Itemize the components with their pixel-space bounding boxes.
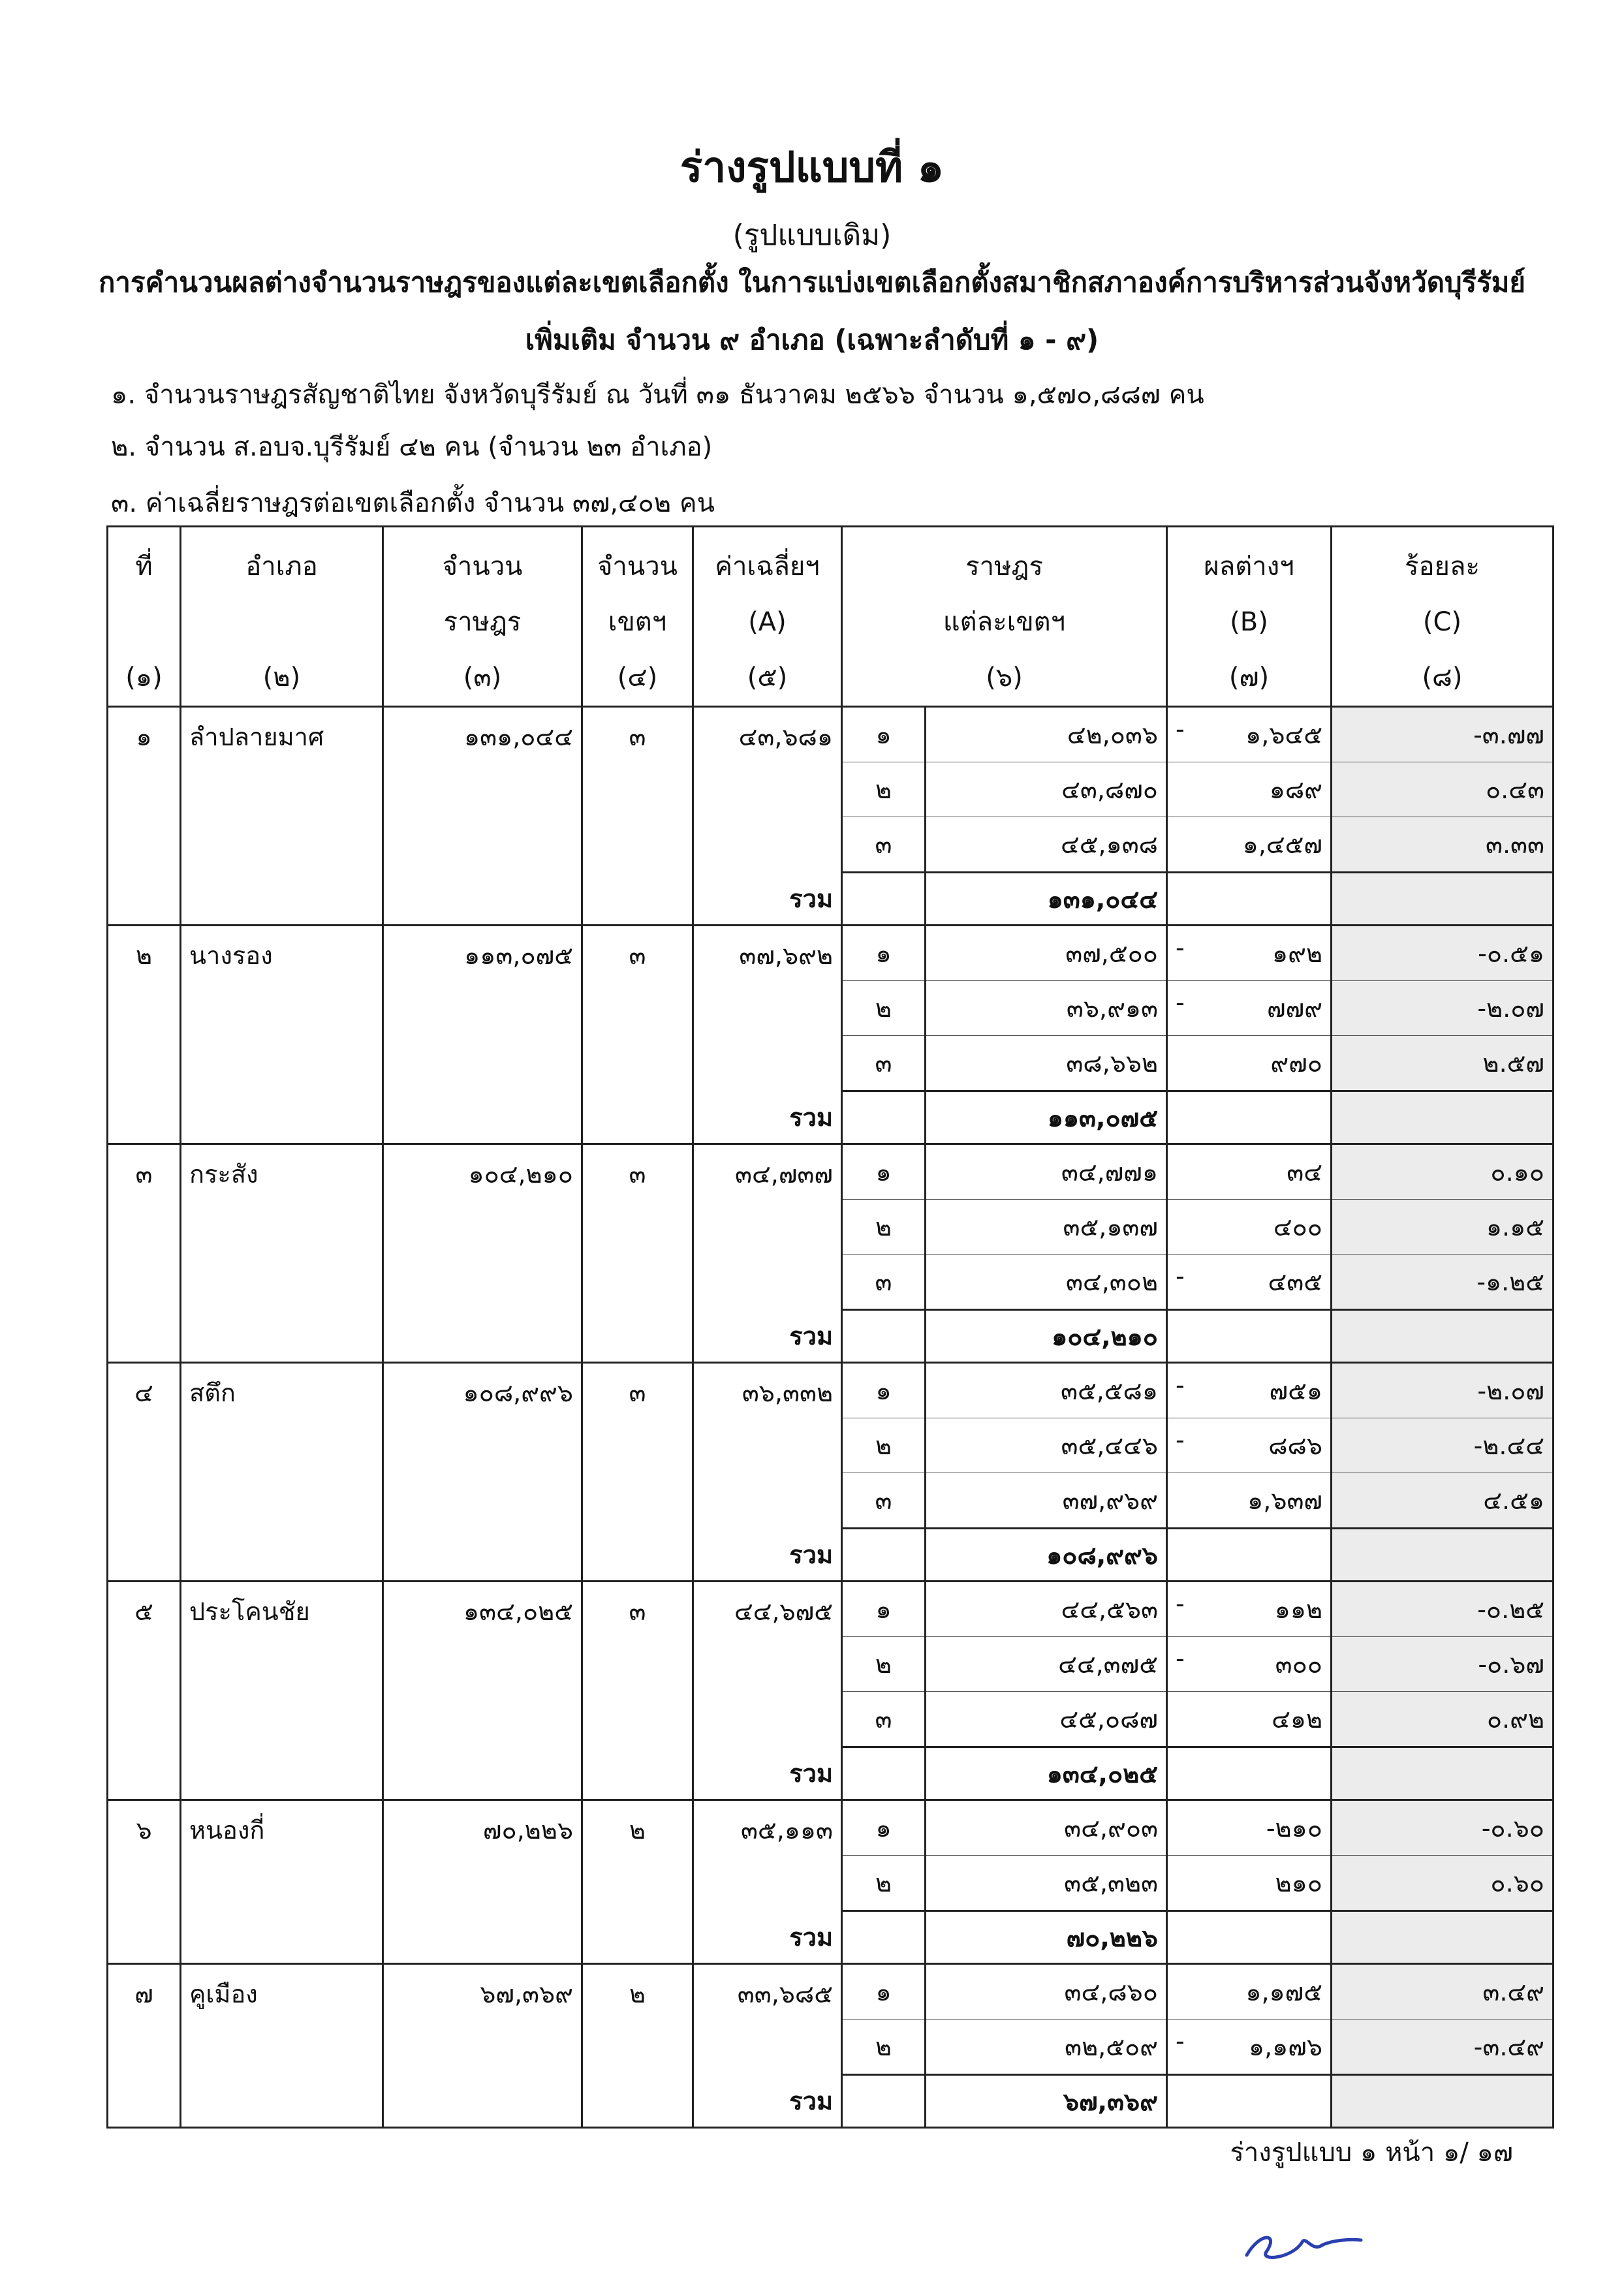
zone-population: ๓๒,๕๐๙ (926, 2020, 1167, 2075)
zone-population: ๓๗,๙๖๙ (926, 1473, 1167, 1529)
zone-percent: ๒.๕๗ (1332, 1036, 1554, 1091)
district-average: ๔๓,๖๘๑ (693, 707, 842, 873)
district-name: นางรอง (181, 926, 383, 1144)
total-zone-blank (842, 873, 926, 926)
difference-value: ๑,๖๓๗ (1247, 1486, 1322, 1515)
difference-wrap (1176, 1644, 1322, 1684)
zone-population: ๓๕,๔๔๖ (926, 1418, 1167, 1473)
difference-value: ๗๕๑ (1269, 1377, 1322, 1405)
zone-population: ๓๘,๖๖๒ (926, 1036, 1167, 1091)
table-row (108, 707, 1554, 762)
difference-wrap (1176, 715, 1322, 755)
zone-number: ๑ (842, 1582, 926, 1637)
zone-number: ๑ (842, 707, 926, 762)
header-zones: จำนวน เขตฯ (๔) (582, 527, 693, 707)
district-population: ๑๓๑,๐๔๔ (383, 707, 582, 926)
difference-value: ๑,๑๗๖ (1248, 2033, 1322, 2061)
difference-wrap (1176, 988, 1322, 1028)
district-average: ๔๔,๖๗๕ (693, 1582, 842, 1747)
district-no: ๔ (108, 1363, 181, 1582)
difference-wrap (1176, 2027, 1322, 2067)
district-population: ๗๐,๒๒๖ (383, 1800, 582, 1964)
zone-number: ๒ (842, 1418, 926, 1473)
difference-value: ๑,๔๕๗ (1242, 830, 1322, 859)
total-zone-blank (842, 1091, 926, 1144)
info-average: ๓. ค่าเฉลี่ยราษฎรต่อเขตเลือกตั้ง จำนวน ๓๗,๔๐๒ คน (111, 488, 715, 518)
zone-number: ๓ (842, 1692, 926, 1747)
district-population: ๑๐๘,๙๙๖ (383, 1363, 582, 1582)
zone-population: ๓๔,๘๖๐ (926, 1964, 1167, 2020)
difference-sign: - (1176, 1262, 1185, 1290)
zone-number: ๒ (842, 1637, 926, 1692)
zone-percent: -๐.๖๗ (1332, 1637, 1554, 1692)
total-percent-blank (1332, 873, 1554, 926)
difference-value: ๔๑๒ (1272, 1705, 1322, 1734)
difference-value: -๒๑๐ (1266, 1814, 1322, 1843)
total-percent-blank (1332, 2075, 1554, 2128)
zone-difference (1167, 1856, 1332, 1911)
total-population: ๗๐,๒๒๖ (926, 1911, 1167, 1964)
total-label: รวม (693, 1747, 842, 1800)
difference-sign: - (1176, 1426, 1185, 1454)
zone-difference (1167, 1363, 1332, 1418)
district-population: ๑๓๔,๐๒๕ (383, 1582, 582, 1800)
zone-percent: -๑.๒๕ (1332, 1255, 1554, 1310)
difference-value: ๑,๑๗๕ (1245, 1978, 1322, 2006)
difference-value: ๒๑๐ (1275, 1869, 1322, 1897)
total-diff-blank (1167, 1529, 1332, 1582)
zone-difference (1167, 1473, 1332, 1529)
district-name: ลำปลายมาศ (181, 707, 383, 926)
difference-wrap (1176, 1426, 1322, 1465)
difference-wrap (1176, 1152, 1322, 1192)
district-zone-count: ๓ (582, 926, 693, 1144)
zone-number: ๑ (842, 926, 926, 981)
page-title: ร่างรูปแบบที่ ๑ (679, 144, 945, 192)
header-difference: ผลต่างฯ (B) (๗) (1167, 527, 1332, 707)
zone-difference (1167, 1800, 1332, 1856)
total-label: รวม (693, 1911, 842, 1964)
zone-difference (1167, 2020, 1332, 2075)
difference-value: ๘๘๖ (1268, 1431, 1322, 1460)
district-average: ๓๓,๖๘๕ (693, 1964, 842, 2075)
total-percent-blank (1332, 1911, 1554, 1964)
zone-difference (1167, 926, 1332, 981)
header-percent: ร้อยละ (C) (๘) (1332, 527, 1554, 707)
info-member-count: ๒. จำนวน ส.อบจ.บุรีรัมย์ ๔๒ คน (จำนวน ๒๓ อำเภอ) (111, 432, 713, 462)
district-average: ๓๖,๓๓๒ (693, 1363, 842, 1529)
zone-percent: -๓.๗๗ (1332, 707, 1554, 762)
zone-difference (1167, 1200, 1332, 1255)
difference-value: ๑๘๙ (1269, 775, 1322, 804)
table-body (108, 707, 1554, 2128)
difference-wrap (1176, 1589, 1322, 1629)
total-label: รวม (693, 1091, 842, 1144)
table-row (108, 1964, 1554, 2020)
district-no: ๓ (108, 1144, 181, 1363)
district-zone-count: ๓ (582, 1144, 693, 1363)
district-zone-count: ๒ (582, 1800, 693, 1964)
district-zone-count: ๓ (582, 707, 693, 926)
zone-population: ๓๕,๑๓๗ (926, 1200, 1167, 1255)
zone-difference (1167, 1964, 1332, 2020)
difference-value: ๑๑๒ (1274, 1595, 1322, 1624)
table-header-row (108, 527, 1554, 707)
zone-number: ๓ (842, 817, 926, 873)
total-population: ๖๗,๓๖๙ (926, 2075, 1167, 2128)
zone-difference (1167, 1144, 1332, 1200)
zone-percent: ๐.๑๐ (1332, 1144, 1554, 1200)
zone-population: ๓๕,๕๘๑ (926, 1363, 1167, 1418)
district-average: ๓๔,๗๓๗ (693, 1144, 842, 1310)
zone-difference (1167, 1582, 1332, 1637)
heading-line-2: เพิ่มเติม จำนวน ๙ อำเภอ (เฉพาะลำดับที่ ๑ - ๙) (525, 324, 1099, 356)
difference-wrap (1176, 1699, 1322, 1739)
zone-percent: -๐.๕๑ (1332, 926, 1554, 981)
difference-sign: - (1176, 1589, 1185, 1618)
district-average: ๓๗,๖๙๒ (693, 926, 842, 1091)
table-row (108, 1800, 1554, 1856)
header-district: อำเภอ (๒) (181, 527, 383, 707)
difference-value: ๓๔ (1287, 1158, 1322, 1187)
zone-difference (1167, 707, 1332, 762)
district-zone-count: ๓ (582, 1582, 693, 1800)
zone-percent: -๐.๒๕ (1332, 1582, 1554, 1637)
district-zone-count: ๒ (582, 1964, 693, 2128)
total-diff-blank (1167, 1747, 1332, 1800)
zone-population: ๔๕,๐๘๗ (926, 1692, 1167, 1747)
table-row (108, 926, 1554, 981)
difference-value: ๔๓๕ (1268, 1268, 1322, 1296)
total-population: ๑๓๔,๐๒๕ (926, 1747, 1167, 1800)
total-diff-blank (1167, 1310, 1332, 1363)
total-percent-blank (1332, 1529, 1554, 1582)
zone-number: ๒ (842, 1200, 926, 1255)
difference-wrap (1176, 1480, 1322, 1520)
total-diff-blank (1167, 1091, 1332, 1144)
difference-value: ๗๗๙ (1267, 994, 1322, 1023)
difference-sign: - (1176, 933, 1185, 962)
table-row (108, 1144, 1554, 1200)
district-name: หนองกี่ (181, 1800, 383, 1964)
difference-wrap (1176, 1207, 1322, 1247)
page-footer: ร่างรูปแบบ ๑ หน้า ๑/ ๑๗ (1230, 2138, 1513, 2168)
zone-number: ๑ (842, 1363, 926, 1418)
total-percent-blank (1332, 1310, 1554, 1363)
total-diff-blank (1167, 873, 1332, 926)
zone-population: ๓๔,๓๐๒ (926, 1255, 1167, 1310)
zone-population: ๓๗,๕๐๐ (926, 926, 1167, 981)
zone-percent: ๐.๖๐ (1332, 1856, 1554, 1911)
difference-value: ๔๐๐ (1273, 1213, 1322, 1241)
zone-difference (1167, 1692, 1332, 1747)
zone-percent: ๔.๕๑ (1332, 1473, 1554, 1529)
district-no: ๖ (108, 1800, 181, 1964)
zone-difference (1167, 817, 1332, 873)
zone-difference (1167, 1637, 1332, 1692)
total-population: ๑๑๓,๐๗๕ (926, 1091, 1167, 1144)
zone-population: ๔๓,๘๗๐ (926, 762, 1167, 817)
zone-population: ๔๒,๐๓๖ (926, 707, 1167, 762)
difference-wrap (1176, 1371, 1322, 1411)
difference-wrap (1176, 770, 1322, 809)
difference-value: ๙๗๐ (1270, 1049, 1322, 1078)
total-zone-blank (842, 1747, 926, 1800)
zone-difference (1167, 762, 1332, 817)
zone-population: ๓๔,๗๗๑ (926, 1144, 1167, 1200)
district-population: ๖๗,๓๖๙ (383, 1964, 582, 2128)
zone-population: ๓๕,๓๒๓ (926, 1856, 1167, 1911)
zone-percent: ๓.๔๙ (1332, 1964, 1554, 2020)
district-name: คูเมือง (181, 1964, 383, 2128)
district-no: ๕ (108, 1582, 181, 1800)
difference-sign: - (1176, 715, 1185, 743)
zone-percent: -๒.๔๔ (1332, 1418, 1554, 1473)
district-zone-count: ๓ (582, 1363, 693, 1582)
total-percent-blank (1332, 1091, 1554, 1144)
zone-number: ๒ (842, 762, 926, 817)
difference-wrap (1176, 1043, 1322, 1083)
info-total-population: ๑. จำนวนราษฎรสัญชาติไทย จังหวัดบุรีรัมย์ ณ วันที่ ๓๑ ธันวาคม ๒๕๖๖ จำนวน ๑,๕๗๐,๘๘๗ คน (111, 380, 1204, 410)
total-population: ๑๓๑,๐๔๔ (926, 873, 1167, 926)
zone-population: ๔๔,๕๖๓ (926, 1582, 1167, 1637)
population-difference-table (106, 525, 1554, 2129)
total-label: รวม (693, 2075, 842, 2128)
district-no: ๗ (108, 1964, 181, 2128)
difference-sign: - (1176, 2027, 1185, 2055)
difference-wrap (1176, 1262, 1322, 1302)
table-row (108, 1363, 1554, 1418)
zone-number: ๒ (842, 1856, 926, 1911)
zone-number: ๒ (842, 2020, 926, 2075)
zone-number: ๑ (842, 1144, 926, 1200)
district-no: ๑ (108, 707, 181, 926)
district-name: สตึก (181, 1363, 383, 1582)
difference-value: ๑๙๒ (1272, 939, 1322, 968)
zone-number: ๓ (842, 1255, 926, 1310)
zone-number: ๓ (842, 1036, 926, 1091)
district-no: ๒ (108, 926, 181, 1144)
header-per-zone: ราษฎร แต่ละเขตฯ (๖) (842, 527, 1167, 707)
zone-population: ๔๕,๑๓๘ (926, 817, 1167, 873)
district-population: ๑๑๓,๐๗๕ (383, 926, 582, 1144)
heading-line-1: การคำนวนผลต่างจำนวนราษฎรของแต่ละเขตเลือกตั้ง ในการแบ่งเขตเลือกตั้งสมาชิกสภาองค์การบริหารส่วนจังหวัดบุรีรัมย์ (98, 266, 1526, 298)
difference-wrap (1176, 1808, 1322, 1848)
district-name: กระสัง (181, 1144, 383, 1363)
zone-percent: ๑.๑๕ (1332, 1200, 1554, 1255)
total-label: รวม (693, 1310, 842, 1363)
total-label: รวม (693, 873, 842, 926)
difference-sign: - (1176, 1371, 1185, 1399)
zone-percent: -๐.๖๐ (1332, 1800, 1554, 1856)
zone-difference (1167, 1418, 1332, 1473)
difference-sign: - (1176, 1644, 1185, 1673)
total-population: ๑๐๔,๒๑๐ (926, 1310, 1167, 1363)
zone-difference (1167, 1255, 1332, 1310)
zone-number: ๑ (842, 1964, 926, 2020)
difference-wrap (1176, 824, 1322, 864)
zone-number: ๑ (842, 1800, 926, 1856)
total-zone-blank (842, 1911, 926, 1964)
zone-percent: -๒.๐๗ (1332, 981, 1554, 1036)
total-zone-blank (842, 1310, 926, 1363)
difference-value: ๑,๖๔๕ (1245, 721, 1322, 749)
zone-population: ๓๔,๙๐๓ (926, 1800, 1167, 1856)
zone-percent: -๒.๐๗ (1332, 1363, 1554, 1418)
total-zone-blank (842, 2075, 926, 2128)
zone-number: ๓ (842, 1473, 926, 1529)
total-label: รวม (693, 1529, 842, 1582)
header-no: ที่ (๑) (108, 527, 181, 707)
zone-population: ๔๔,๓๗๕ (926, 1637, 1167, 1692)
total-diff-blank (1167, 1911, 1332, 1964)
zone-difference (1167, 981, 1332, 1036)
difference-wrap (1176, 933, 1322, 973)
zone-percent: ๐.๙๒ (1332, 1692, 1554, 1747)
total-zone-blank (842, 1529, 926, 1582)
zone-number: ๒ (842, 981, 926, 1036)
difference-wrap (1176, 1863, 1322, 1903)
table-row (108, 1582, 1554, 1637)
page-subtitle: (รูปแบบเดิม) (732, 219, 892, 252)
difference-sign: - (1176, 988, 1185, 1017)
zone-percent: -๓.๔๙ (1332, 2020, 1554, 2075)
header-population: จำนวน ราษฎร (๓) (383, 527, 582, 707)
zone-population: ๓๖,๙๑๓ (926, 981, 1167, 1036)
difference-wrap (1176, 1972, 1322, 2012)
header-average: ค่าเฉลี่ยฯ (A) (๕) (693, 527, 842, 707)
district-average: ๓๕,๑๑๓ (693, 1800, 842, 1911)
total-population: ๑๐๘,๙๙๖ (926, 1529, 1167, 1582)
total-percent-blank (1332, 1747, 1554, 1800)
district-population: ๑๐๔,๒๑๐ (383, 1144, 582, 1363)
zone-percent: ๓.๓๓ (1332, 817, 1554, 873)
zone-difference (1167, 1036, 1332, 1091)
difference-value: ๓๐๐ (1275, 1650, 1322, 1679)
district-name: ประโคนชัย (181, 1582, 383, 1800)
signature-mark (1240, 2226, 1364, 2268)
zone-percent: ๐.๔๓ (1332, 762, 1554, 817)
total-diff-blank (1167, 2075, 1332, 2128)
